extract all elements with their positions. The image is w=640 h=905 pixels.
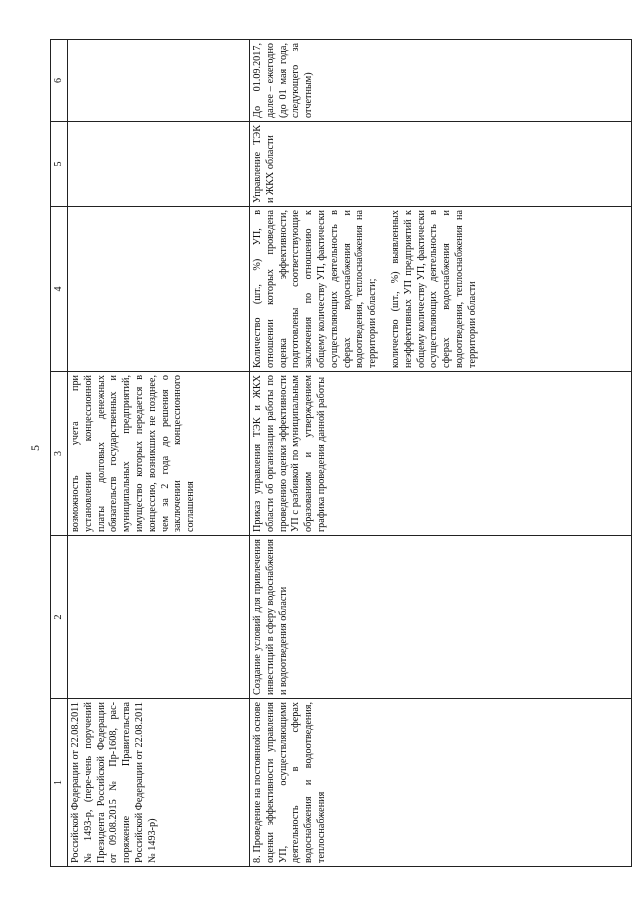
cell-legal-basis: Российской Федерации от 22.08.2011 № 1493-р, (пере-чень поручений Президента Российской Федерации от 09.08.2015 № Пр-1608, рас-поряжение Правительства Российской Федерации от 22.08.2011 № 1493-р) [68,699,250,867]
cell-responsible-empty [68,122,250,207]
paragraph-gap [380,210,390,368]
header-cell-5: 5 [51,122,68,207]
indicator-paragraph-1: Количество (шт., %) УП, в отношении которых проведена оценка эффективности, подготовлены соответствующие заключения по отношению к общему количеству УП, фактически осуществляющих деятельность в сферах водоснабжения и водоотведения, теплоснабжения на территории области; [252,210,379,368]
cell-deadline-empty [68,40,250,122]
header-cell-4: 4 [51,207,68,372]
cell-measure-8: 8. Проведение на постоянной основе оценки эффективности управления УП, осуществляющими деятельность в сферах водоснабжения и водоотведения, теплоснабжения [250,699,632,867]
header-cell-1: 1 [51,699,68,867]
table-row-8 [250,40,632,867]
cell-goal-8: Создание условий для привлечения инвестиций в сферу водоснабжения и водоотведения области [250,536,632,699]
header-cell-2: 2 [51,536,68,699]
cell-mechanism: возможность учета при установлении концессионной платы долговых денежных обязательств государственных и муниципальных предприятий, имущество которых передается в концессию, возникших не позднее, чем за 2 года до решения о заключении концессионного соглашения [68,372,250,536]
page-number: 5 [28,445,42,451]
header-cell-3: 3 [51,372,68,536]
rotated-sheet [50,40,632,867]
cell-responsible-8: Управление ТЭК и ЖКХ области [250,122,632,207]
header-cell-6: 6 [51,40,68,122]
cell-goal-empty [68,536,250,699]
cell-indicator-8 [250,207,632,372]
indicator-paragraph-2: количество (шт., %) выявленных неэффективных УП предприятий к общему количеству УП, фактически осуществляющих деятельность в сферах водоснабжения и водоотведения, теплоснабжения на территории области [389,210,478,368]
measures-table [50,39,632,867]
header-row [51,40,68,867]
table-row-continuation [68,40,250,867]
cell-indicator-empty [68,207,250,372]
cell-mechanism-8: Приказ управления ТЭК и ЖКХ области об организации работы по проведению оценки эффективности УП с разбивкой по муниципальным образованиям и утверждением графика проведения данной работы [250,372,632,536]
cell-deadline-8: До 01.09.2017, далее – ежегодно (до 01 мая года, следующего за отчетным) [250,40,632,122]
